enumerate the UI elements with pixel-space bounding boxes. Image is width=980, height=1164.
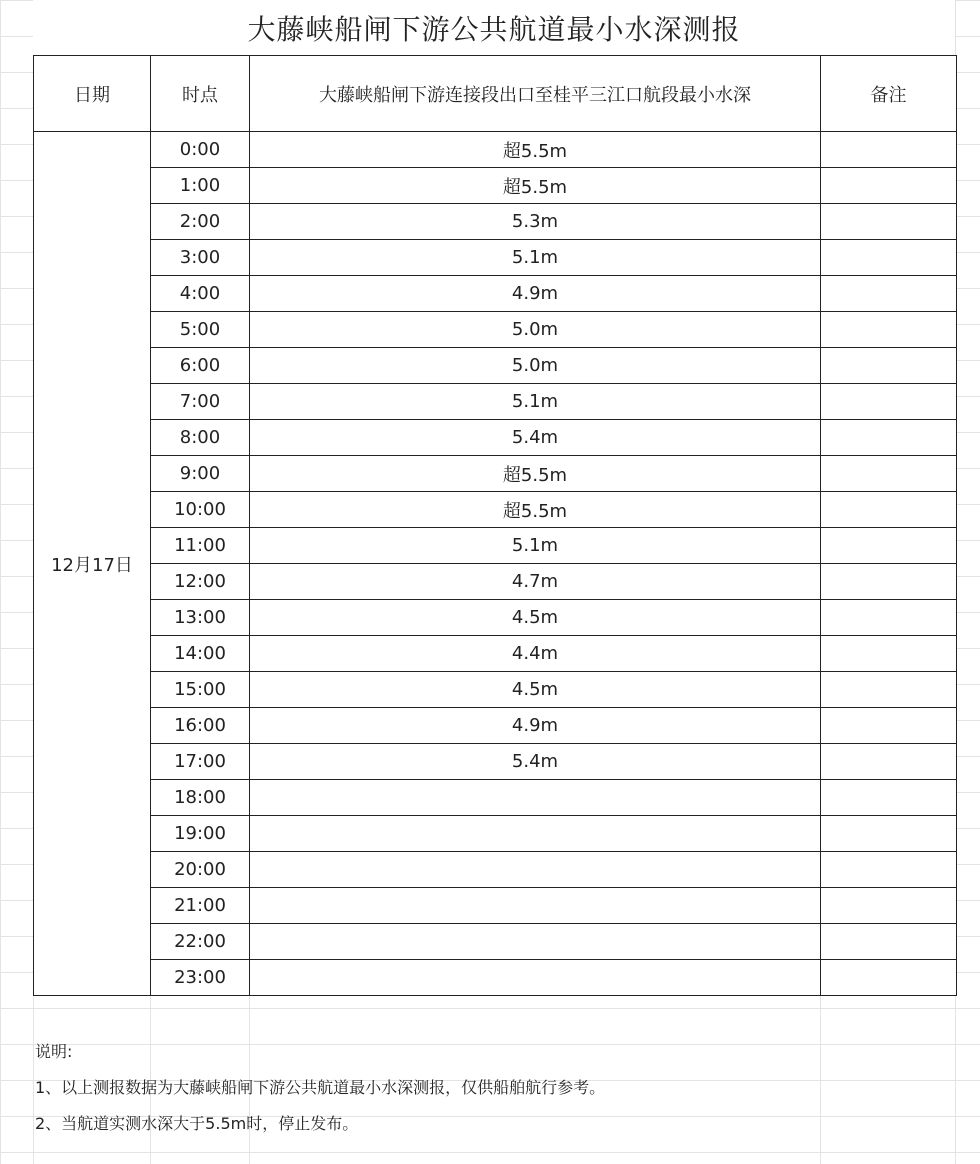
- note-cell[interactable]: [821, 924, 957, 960]
- depth-cell[interactable]: [250, 888, 821, 924]
- time-cell[interactable]: 4:00: [151, 276, 250, 312]
- time-cell[interactable]: 7:00: [151, 384, 250, 420]
- note-cell[interactable]: [821, 600, 957, 636]
- note-cell[interactable]: [821, 888, 957, 924]
- note-cell[interactable]: [821, 852, 957, 888]
- table-row: [34, 456, 957, 492]
- time-cell[interactable]: 15:00: [151, 672, 250, 708]
- depth-cell[interactable]: 4.9m: [250, 276, 821, 312]
- table-body: [34, 132, 957, 996]
- time-cell[interactable]: 13:00: [151, 600, 250, 636]
- time-cell[interactable]: 21:00: [151, 888, 250, 924]
- note-cell[interactable]: [821, 816, 957, 852]
- time-cell[interactable]: 16:00: [151, 708, 250, 744]
- note-cell[interactable]: [821, 780, 957, 816]
- note-cell[interactable]: [821, 168, 957, 204]
- table-row: [34, 204, 957, 240]
- time-cell[interactable]: 23:00: [151, 960, 250, 996]
- table-row: [34, 816, 957, 852]
- table-row: [34, 168, 957, 204]
- notes-line-1: 1、以上测报数据为大藤峡船闸下游公共航道最小水深测报，仅供船舶航行参考。: [35, 1078, 606, 1097]
- table-row: [34, 888, 957, 924]
- note-cell[interactable]: [821, 564, 957, 600]
- depth-cell[interactable]: 5.1m: [250, 240, 821, 276]
- time-cell[interactable]: 3:00: [151, 240, 250, 276]
- depth-cell[interactable]: [250, 780, 821, 816]
- depth-cell[interactable]: 5.1m: [250, 528, 821, 564]
- table-row: [34, 276, 957, 312]
- time-cell[interactable]: 20:00: [151, 852, 250, 888]
- time-cell[interactable]: 11:00: [151, 528, 250, 564]
- time-cell[interactable]: 14:00: [151, 636, 250, 672]
- header-depth[interactable]: 大藤峡船闸下游连接段出口至桂平三江口航段最小水深: [250, 56, 821, 132]
- time-cell[interactable]: 22:00: [151, 924, 250, 960]
- table-row: [34, 780, 957, 816]
- depth-cell[interactable]: 4.5m: [250, 672, 821, 708]
- note-cell[interactable]: [821, 456, 957, 492]
- depth-cell[interactable]: 5.1m: [250, 384, 821, 420]
- table-row: [34, 744, 957, 780]
- depth-cell[interactable]: 5.3m: [250, 204, 821, 240]
- time-cell[interactable]: 19:00: [151, 816, 250, 852]
- depth-cell[interactable]: [250, 852, 821, 888]
- depth-cell[interactable]: [250, 924, 821, 960]
- table-row: [34, 708, 957, 744]
- table-row: [34, 672, 957, 708]
- depth-cell[interactable]: 超5.5m: [250, 168, 821, 204]
- time-cell[interactable]: 1:00: [151, 168, 250, 204]
- table-row: [34, 600, 957, 636]
- depth-cell[interactable]: 5.0m: [250, 348, 821, 384]
- depth-cell[interactable]: 5.4m: [250, 744, 821, 780]
- depth-cell[interactable]: [250, 960, 821, 996]
- table-row: [34, 960, 957, 996]
- table-row: [34, 132, 957, 168]
- time-cell[interactable]: 0:00: [151, 132, 250, 168]
- note-cell[interactable]: [821, 672, 957, 708]
- note-cell[interactable]: [821, 636, 957, 672]
- time-cell[interactable]: 8:00: [151, 420, 250, 456]
- notes-heading: 说明:: [35, 1042, 73, 1061]
- note-cell[interactable]: [821, 348, 957, 384]
- header-note[interactable]: 备注: [821, 56, 957, 132]
- table-row: [34, 564, 957, 600]
- table-row: [34, 348, 957, 384]
- time-cell[interactable]: 5:00: [151, 312, 250, 348]
- depth-cell[interactable]: 4.5m: [250, 600, 821, 636]
- note-cell[interactable]: [821, 528, 957, 564]
- note-cell[interactable]: [821, 276, 957, 312]
- table-row: [34, 492, 957, 528]
- note-cell[interactable]: [821, 708, 957, 744]
- depth-cell[interactable]: 4.7m: [250, 564, 821, 600]
- header-date[interactable]: 日期: [34, 56, 151, 132]
- depth-cell[interactable]: 超5.5m: [250, 492, 821, 528]
- note-cell[interactable]: [821, 960, 957, 996]
- table-row: [34, 420, 957, 456]
- time-cell[interactable]: 9:00: [151, 456, 250, 492]
- note-cell[interactable]: [821, 744, 957, 780]
- date-cell[interactable]: 12月17日: [34, 132, 151, 996]
- time-cell[interactable]: 10:00: [151, 492, 250, 528]
- note-cell[interactable]: [821, 312, 957, 348]
- table-row: [34, 528, 957, 564]
- note-cell[interactable]: [821, 204, 957, 240]
- depth-cell[interactable]: 4.4m: [250, 636, 821, 672]
- depth-cell[interactable]: 4.9m: [250, 708, 821, 744]
- sheet-title: 大藤峡船闸下游公共航道最小水深测报: [33, 0, 955, 55]
- note-cell[interactable]: [821, 384, 957, 420]
- note-cell[interactable]: [821, 420, 957, 456]
- depth-cell[interactable]: 5.4m: [250, 420, 821, 456]
- note-cell[interactable]: [821, 492, 957, 528]
- time-cell[interactable]: 6:00: [151, 348, 250, 384]
- time-cell[interactable]: 2:00: [151, 204, 250, 240]
- notes-line-2: 2、当航道实测水深大于5.5m时，停止发布。: [35, 1114, 359, 1133]
- table-row: [34, 240, 957, 276]
- header-time[interactable]: 时点: [151, 56, 250, 132]
- depth-cell[interactable]: [250, 816, 821, 852]
- depth-cell[interactable]: 5.0m: [250, 312, 821, 348]
- note-cell[interactable]: [821, 240, 957, 276]
- note-cell[interactable]: [821, 132, 957, 168]
- table-row: [34, 852, 957, 888]
- depth-cell[interactable]: 超5.5m: [250, 456, 821, 492]
- table-row: [34, 636, 957, 672]
- table-row: [34, 312, 957, 348]
- time-cell[interactable]: 17:00: [151, 744, 250, 780]
- table-row: [34, 924, 957, 960]
- depth-cell[interactable]: 超5.5m: [250, 132, 821, 168]
- time-cell[interactable]: 18:00: [151, 780, 250, 816]
- depth-report-table: [33, 55, 957, 996]
- time-cell[interactable]: 12:00: [151, 564, 250, 600]
- table-row: [34, 384, 957, 420]
- header-row: [34, 56, 957, 132]
